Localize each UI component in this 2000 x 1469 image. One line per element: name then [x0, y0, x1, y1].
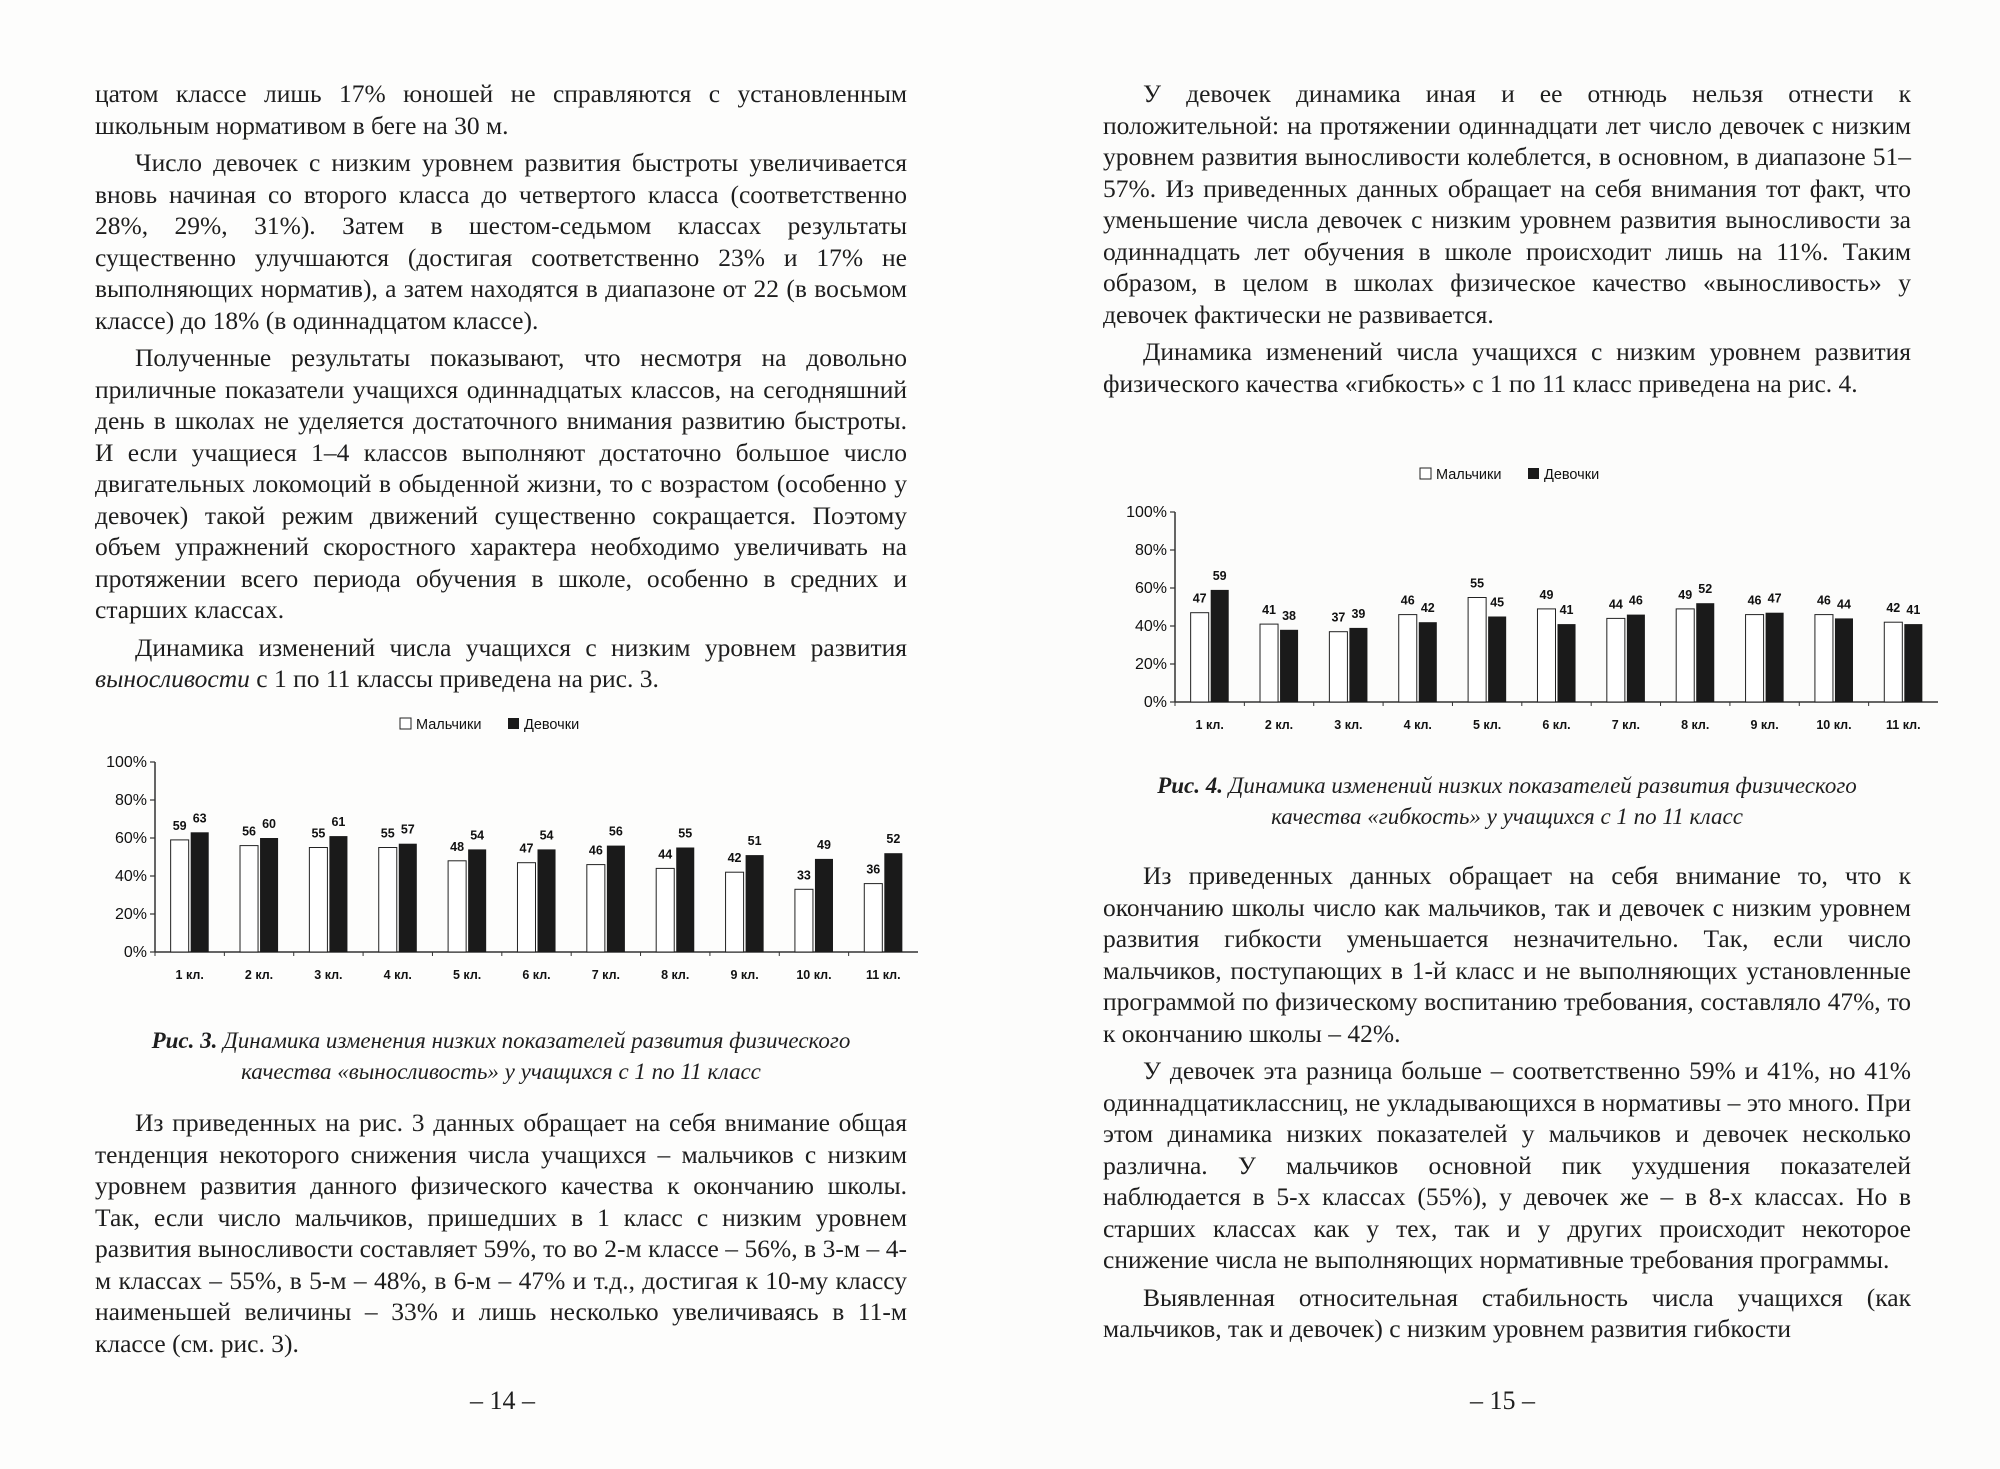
- bar-girls: [1627, 615, 1645, 702]
- paragraph-text: с 1 по 11 классы приведена на рис. 3.: [249, 664, 659, 693]
- data-label-boys: 48: [450, 839, 465, 854]
- x-category-label: 5 кл.: [1473, 718, 1502, 732]
- x-category-label: 2 кл.: [244, 968, 274, 982]
- data-label-boys: 55: [1470, 576, 1485, 591]
- paragraph: У девочек динамика иная и ее отнюдь нельзя отнести к положительной: на протяжении одиннадцати лет число девочек с низким уровнем развития выносливости колеблется, в основном, в диапазоне 51–57%. Из приведенных данных обращает на себя внимания тот факт, что уменьшение числа девочек с низким уровнем развития выносливости за одиннадцать лет обучения в школе происходит лишь на 11%. Таким образом, в целом в школах физическое качество «выносливость» у девочек фактически не развивается.: [1103, 79, 1911, 329]
- bar-boys: [309, 848, 327, 953]
- data-label-girls: 39: [1351, 606, 1366, 621]
- caption-line-1: Динамика изменений низких показателей развития физического: [1228, 773, 1857, 798]
- x-category-label: 1 кл.: [1195, 718, 1224, 732]
- y-tick-label: 0%: [1143, 694, 1167, 711]
- chart-legend: [400, 717, 579, 733]
- y-tick-label: 80%: [114, 792, 147, 809]
- data-label-girls: 42: [1420, 601, 1435, 616]
- data-label-boys: 46: [588, 843, 603, 858]
- bar-girls: [468, 849, 486, 952]
- bar-boys: [656, 868, 674, 952]
- data-label-boys: 46: [1816, 593, 1831, 608]
- x-category-label: 7 кл.: [591, 968, 620, 982]
- y-tick-label: 100%: [1126, 504, 1167, 521]
- caption-line-2: качества «гибкость» у учащихся с 1 по 11 класс: [1271, 804, 1743, 829]
- bar-boys: [1815, 615, 1833, 702]
- paragraph: цатом классе лишь 17% юношей не справляются с установленным школьным нормативом в беге на 30 м.: [95, 79, 907, 140]
- data-label-girls: 59: [1212, 568, 1227, 583]
- paragraph: Полученные результаты показывают, что несмотря на довольно приличные показатели учащихся одиннадцатых классов, на сегодняшний день в школах не уделяется достаточного внимания развитию быстроты. И если учащиеся 1–4 классов выполняют достаточно большое число двигательных локомоций в обыденной жизни, то с возрастом (особенно у девочек) такой режим движений существенно сокращается. Поэтому объем упражнений скоростного характера необходимо увеличивать на протяжении всего периода обучения в школе, особенно в средних и старших классах.: [95, 343, 907, 624]
- data-label-girls: 46: [1628, 593, 1643, 608]
- bar-girls: [1696, 603, 1714, 702]
- bar-boys: [587, 865, 605, 952]
- bar-boys: [1468, 598, 1486, 703]
- page-number: – 15 –: [1470, 1386, 1535, 1415]
- bar-boys: [1399, 615, 1417, 702]
- data-label-girls: 44: [1837, 597, 1851, 612]
- bar-boys: [448, 861, 466, 952]
- y-tick-label: 40%: [114, 868, 147, 885]
- x-category-label: 5 кл.: [453, 968, 482, 982]
- x-category-label: 6 кл.: [522, 968, 551, 982]
- data-label-girls: 49: [817, 837, 831, 852]
- bar-girls: [1211, 590, 1229, 702]
- emphasis-text: выносливости: [95, 664, 250, 693]
- data-label-boys: 42: [1886, 601, 1901, 616]
- page-number: – 14 –: [470, 1386, 535, 1415]
- x-category-label: 4 кл.: [383, 968, 412, 982]
- bar-boys: [1676, 609, 1694, 702]
- bar-boys: [1884, 622, 1902, 702]
- bar-boys: [726, 872, 744, 952]
- x-category-label: 4 кл.: [1403, 718, 1432, 732]
- data-label-boys: 56: [242, 824, 256, 839]
- x-category-label: 3 кл.: [1334, 718, 1363, 732]
- legend-label-girls: Девочки: [1544, 467, 1600, 483]
- y-tick-label: 20%: [1134, 656, 1167, 673]
- x-category-label: 2 кл.: [1264, 718, 1294, 732]
- y-tick-label: 60%: [1134, 580, 1167, 597]
- paragraph: Из приведенных на рис. 3 данных обращает на себя внимание общая тенденция некоторого снижения числа учащихся – мальчиков с низким уровнем развития данного физического качества к окончанию школы. Так, если число мальчиков, пришедших в 1 класс с низким уровнем развития выносливости составляет 59%, то во 2-м классе – 56%, в 3-м – 4-м классах – 55%, в 5-м – 48%, в 6-м – 47% и т.д., достигая к 10-му классу наименьшей величины – 33% и лишь несколько увеличиваясь в 11-м классе (см. рис. 3).: [95, 1108, 907, 1358]
- figure-caption: [95, 1025, 907, 1087]
- bar-boys: [1260, 624, 1278, 702]
- x-category-label: 11 кл.: [1886, 718, 1921, 732]
- paragraph: Выявленная относительная стабильность числа учащихся (как мальчиков, так и девочек) с низким уровнем развития гибкости: [1103, 1282, 1911, 1343]
- bar-girls: [1904, 624, 1922, 702]
- y-tick-label: 60%: [114, 830, 147, 847]
- data-label-girls: 47: [1767, 591, 1782, 606]
- bar-boys: [171, 840, 189, 952]
- x-category-label: 1 кл.: [175, 968, 204, 982]
- bar-girls: [1280, 630, 1298, 702]
- x-category-label: 6 кл.: [1542, 718, 1571, 732]
- caption-line-2: качества «выносливость» у учащихся с 1 по 11 класс: [241, 1059, 761, 1084]
- data-label-girls: 54: [539, 828, 554, 843]
- text-block-top: [1103, 78, 1911, 399]
- data-label-girls: 52: [1698, 582, 1713, 597]
- bar-girls: [1835, 618, 1853, 702]
- data-label-girls: 45: [1490, 595, 1505, 610]
- x-category-label: 3 кл.: [314, 968, 343, 982]
- data-label-boys: 42: [727, 851, 742, 866]
- chart-legend: [1420, 467, 1599, 483]
- bar-girls: [884, 853, 902, 952]
- bar-girls: [191, 832, 209, 952]
- paragraph: Из приведенных данных обращает на себя внимание то, что к окончанию школы число как мальчиков, так и девочек с низким уровнем развития гибкости уменьшается незначительно. Так, если число мальчиков, поступающих в 1-й класс и не выполняющих установленные программой по физическому воспитанию требования, составляло 47%, то к окончанию школы – 42%.: [1103, 861, 1911, 1048]
- paragraph-text: Динамика изменений числа учащихся с низким уровнем развития: [135, 632, 907, 662]
- data-label-boys: 46: [1400, 593, 1415, 608]
- x-category-label: 7 кл.: [1611, 718, 1640, 732]
- bar-boys: [517, 863, 535, 952]
- legend-swatch-boys: [400, 718, 411, 729]
- data-label-boys: 36: [866, 862, 881, 877]
- legend-label-boys: Мальчики: [416, 717, 482, 733]
- bar-boys: [795, 889, 813, 952]
- data-label-boys: 33: [796, 868, 811, 883]
- data-label-girls: 52: [886, 832, 901, 847]
- y-tick-label: 100%: [106, 754, 147, 771]
- bar-girls: [329, 836, 347, 952]
- paragraph: Динамика изменений числа учащихся с низким уровнем развития физического качества «гибкость» с 1 по 11 класс приведена на рис. 4.: [1103, 337, 1911, 398]
- data-label-girls: 60: [262, 817, 277, 831]
- x-category-label: 10 кл.: [796, 968, 832, 982]
- x-category-label: 11 кл.: [866, 968, 901, 982]
- chart-endurance: [90, 700, 930, 1005]
- page-15: [1000, 0, 2000, 1469]
- y-tick-label: 40%: [1134, 618, 1167, 635]
- x-category-label: 8 кл.: [1681, 718, 1710, 732]
- data-label-girls: 41: [1559, 603, 1574, 618]
- data-label-girls: 61: [331, 815, 346, 830]
- bar-girls: [607, 846, 625, 952]
- caption-label: Рис. 4.: [1157, 773, 1223, 798]
- x-category-label: 9 кл.: [730, 968, 759, 982]
- bar-girls: [1558, 624, 1576, 702]
- text-block-bottom: [1103, 860, 1911, 1345]
- x-category-label: 9 кл.: [1750, 718, 1779, 732]
- legend-label-boys: Мальчики: [1436, 467, 1502, 483]
- bar-girls: [260, 838, 278, 952]
- text-block-top: [95, 78, 907, 695]
- data-label-boys: 37: [1331, 610, 1346, 625]
- data-label-girls: 55: [678, 826, 693, 841]
- data-label-boys: 44: [1608, 597, 1623, 612]
- bar-girls: [815, 859, 833, 952]
- data-label-girls: 38: [1282, 608, 1297, 623]
- data-label-boys: 41: [1262, 603, 1276, 618]
- data-label-girls: 56: [608, 824, 623, 839]
- bar-girls: [538, 849, 556, 952]
- chart-flexibility: [1110, 450, 1950, 755]
- legend-label-girls: Девочки: [524, 717, 580, 733]
- bar-girls: [1419, 622, 1437, 702]
- bar-boys: [379, 848, 397, 953]
- bar-girls: [676, 848, 694, 953]
- bar-boys: [1537, 609, 1555, 702]
- data-label-boys: 59: [172, 818, 187, 833]
- bar-girls: [1766, 613, 1784, 702]
- y-tick-label: 20%: [114, 906, 147, 923]
- paragraph: [95, 632, 907, 695]
- data-label-boys: 55: [311, 826, 326, 841]
- bar-boys: [240, 846, 258, 952]
- bar-boys: [1329, 632, 1347, 702]
- caption-line-1: Динамика изменения низких показателей развития физического: [223, 1028, 851, 1053]
- bar-boys: [1746, 615, 1764, 702]
- paragraph: У девочек эта разница больше – соответственно 59% и 41%, но 41% одиннадцатиклассниц, не укладывающихся в нормативы – это много. При этом динамика низких показателей у мальчиков и девочек несколько различна. У мальчиков основной пик ухудшения показателей наблюдается в 5-х классах (55%), у девочек же – в 8-х классах. Но в старших классах как у тех, так и у других происходит некоторое снижение числа не выполняющих нормативные требования программы.: [1103, 1056, 1911, 1274]
- data-label-girls: 54: [470, 828, 485, 843]
- paragraph: Число девочек с низким уровнем развития быстроты увеличивается вновь начиная со второго класса до четвертого класса (соответственно 28%, 29%, 31%). Затем в шестом-седьмом классах результаты существенно улучшаются (достигая соответственно 23% и 17% не выполняющих норматив), а затем находятся в диапазоне от 22 (в восьмом классе) до 18% (в одиннадцатом классе).: [95, 148, 907, 335]
- data-label-boys: 46: [1747, 593, 1762, 608]
- bar-boys: [864, 884, 882, 952]
- data-label-boys: 49: [1539, 587, 1554, 602]
- data-label-boys: 47: [519, 841, 534, 856]
- bar-girls: [1488, 617, 1506, 703]
- caption-label: Рис. 3.: [151, 1028, 218, 1053]
- bar-girls: [746, 855, 764, 952]
- text-block-bottom: [95, 1107, 907, 1359]
- bar-boys: [1191, 613, 1209, 702]
- y-tick-label: 0%: [123, 944, 147, 961]
- x-category-label: 8 кл.: [661, 968, 690, 982]
- x-category-label: 10 кл.: [1816, 718, 1852, 732]
- figure-caption: [1103, 770, 1911, 832]
- legend-swatch-girls: [1528, 468, 1539, 479]
- legend-swatch-boys: [1420, 468, 1431, 479]
- data-label-girls: 57: [400, 822, 415, 837]
- legend-swatch-girls: [508, 718, 519, 729]
- data-label-girls: 63: [192, 811, 207, 826]
- bar-boys: [1607, 618, 1625, 702]
- data-label-boys: 44: [658, 847, 673, 862]
- data-label-girls: 51: [747, 834, 762, 849]
- data-label-boys: 55: [380, 826, 395, 841]
- y-tick-label: 80%: [1134, 542, 1167, 559]
- bar-girls: [399, 844, 417, 952]
- bar-girls: [1349, 628, 1367, 702]
- data-label-boys: 47: [1192, 591, 1207, 606]
- data-label-girls: 41: [1906, 603, 1921, 618]
- data-label-boys: 49: [1678, 587, 1693, 602]
